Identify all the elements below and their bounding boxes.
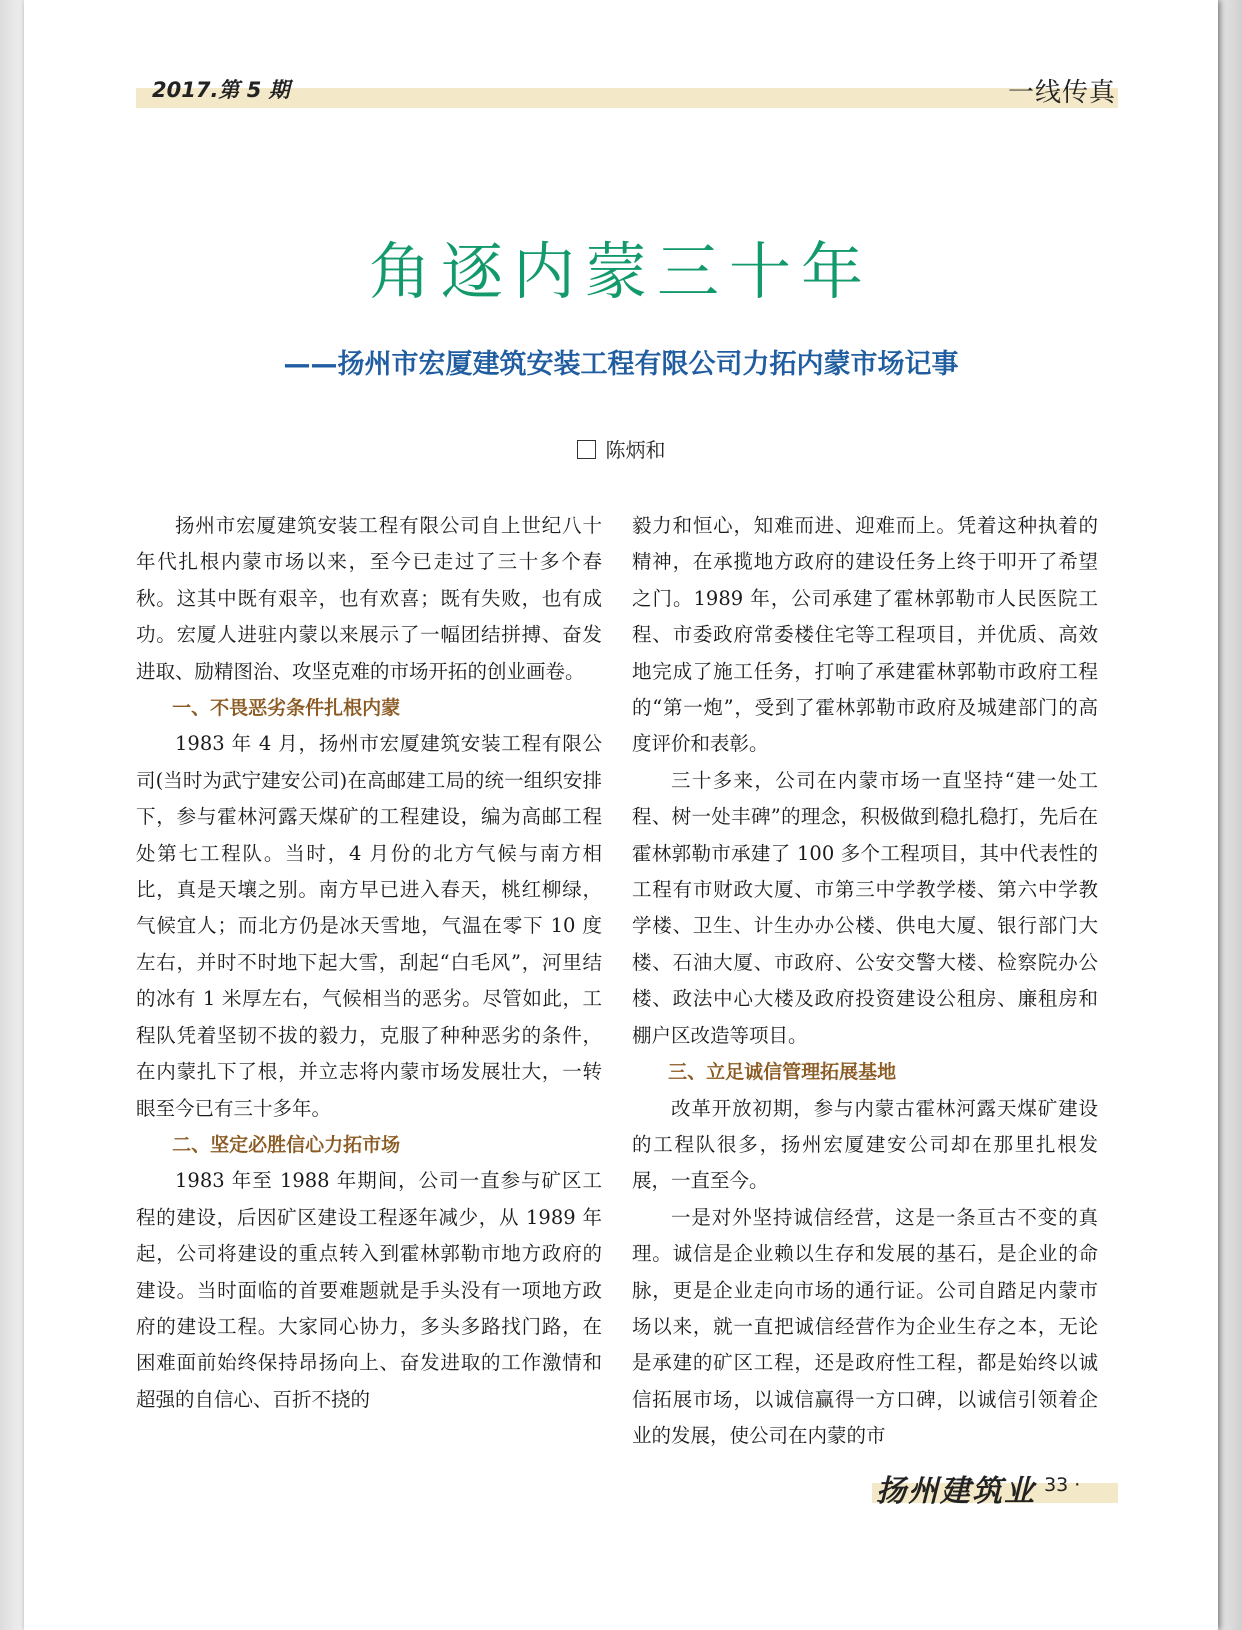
paragraph: 毅力和恒心，知难而进、迎难而上。凭着这种执着的精神，在承揽地方政府的建设任务上终于叩开了希望之门。1989 年，公司承建了霍林郭勒市人民医院工程、市委政府常委楼住宅等工程项目，并优质、高效地完成了施工任务，打响了承建霍林郭勒市政府工程的“第一炮”，受到了霍林郭勒市政府及城建部门的高度评价和表彰。 — [632, 514, 1098, 756]
byline — [24, 434, 1218, 463]
left-column — [136, 508, 602, 1418]
byline-box-icon — [577, 440, 596, 459]
page-right-margin — [1218, 0, 1242, 1630]
paragraph: 改革开放初期，参与内蒙古霍林河露天煤矿建设的工程队很多，扬州宏厦建安公司却在那里扎根发展，一直至今。 — [632, 1096, 1098, 1193]
section-heading: 二、坚定必胜信心力拓市场 — [172, 1133, 401, 1156]
right-column — [632, 508, 1098, 1455]
column-name: 一线传真 — [1007, 78, 1116, 108]
paragraph: 一是对外坚持诚信经营，这是一条亘古不变的真理。诚信是企业赖以生存和发展的基石，是企业的命脉，更是企业走向市场的通行证。公司自踏足内蒙市场以来，就一直把诚信经营作为企业生存之本，无论是承建的矿区工程，还是政府性工程，都是始终以诚信拓展市场，以诚信赢得一方口碑，以诚信引领着企业的发展，使公司在内蒙的市 — [632, 1205, 1098, 1448]
author-name: 陈炳和 — [605, 438, 666, 462]
page-number: · 33 · — [1032, 1474, 1081, 1496]
issue-label: 2017.第 5 期 — [152, 78, 290, 102]
magazine-logo: 扬州建筑业 — [876, 1474, 1036, 1509]
page-left-margin — [0, 0, 24, 1630]
paragraph: 1983 年至 1988 年期间，公司一直参与矿区工程的建设，后因矿区建设工程逐年减少，从 1989 年起，公司将建设的重点转入到霍林郭勒市地方政府的建设。当时面临的首要难题就是手头没有一项地方政府的建设工程。大家同心协力，多头多路找门路，在困难面前始终保持昂扬向上、奋发进取的工作激情和超强的自信心、百折不挠的 — [136, 1169, 602, 1411]
section-heading: 三、立足诚信管理拓展基地 — [668, 1061, 897, 1084]
paragraph: 扬州市宏厦建筑安装工程有限公司自上世纪八十年代扎根内蒙市场以来，至今已走过了三十多个春秋。这其中既有艰辛，也有欢喜；既有失败，也有成功。宏厦人进驻内蒙以来展示了一幅团结拼搏、奋发进取、励精图治、攻坚克难的市场开拓的创业画卷。 — [136, 514, 602, 683]
article-title: 角逐内蒙三十年 — [368, 235, 873, 308]
section-heading: 一、不畏恶劣条件扎根内蒙 — [172, 697, 401, 720]
article-subtitle: ——扬州市宏厦建筑安装工程有限公司力拓内蒙市场记事 — [283, 349, 959, 380]
paragraph: 1983 年 4 月，扬州市宏厦建筑安装工程有限公司(当时为武宁建安公司)在高邮建工局的统一组织安排下，参与霍林河露天煤矿的工程建设，编为高邮工程处第七工程队。当时，4 月份的北方气候与南方相比，真是天壤之别。南方早已进入春天，桃红柳绿，气候宜人；而北方仍是冰天雪地，气温在零下 10 度左右，并时不时地下起大雪，刮起“白毛风”，河里结的冰有 1 米厚左右，气候相当的恶劣。尽管如此，工程队凭着坚韧不拔的毅力，克服了种种恶劣的条件，在内蒙扎下了根，并立志将内蒙市场发展壮大，一转眼至今已有三十多年。 — [136, 732, 602, 1120]
magazine-page — [24, 0, 1218, 1630]
paragraph: 三十多来，公司在内蒙市场一直坚持“建一处工程、树一处丰碑”的理念，积极做到稳扎稳打，先后在霍林郭勒市承建了 100 多个工程项目，其中代表性的工程有市财政大厦、市第三中学教学楼、第六中学教学楼、卫生、计生办办公楼、供电大厦、银行部门大楼、石油大厦、市政府、公安交警大楼、检察院办公楼、政法中心大楼及政府投资建设公租房、廉租房和棚户区改造等项目。 — [632, 768, 1098, 1047]
